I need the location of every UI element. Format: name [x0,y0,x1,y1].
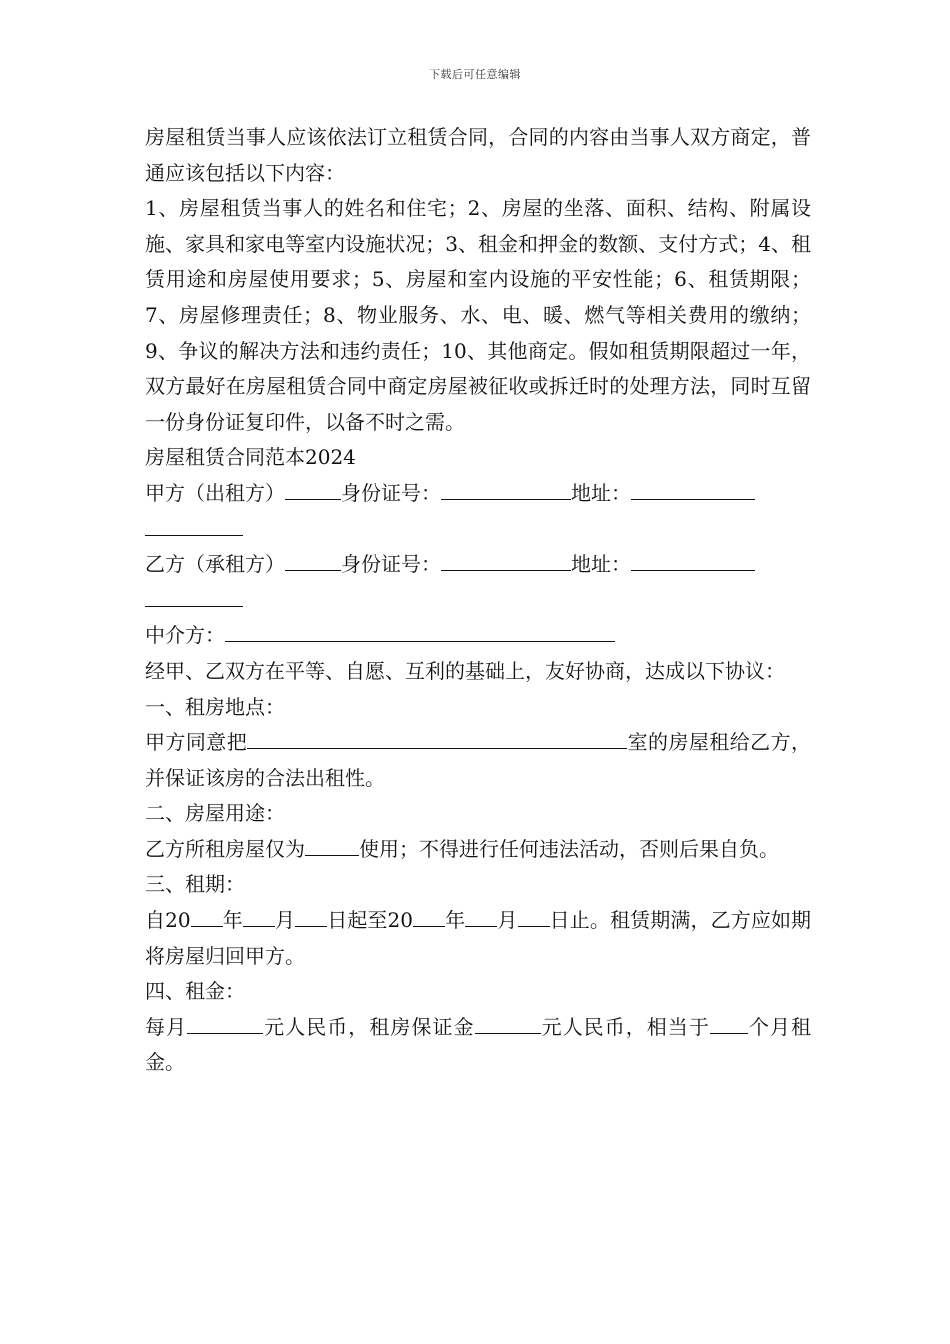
party-a-label: 甲方（出租方） [145,480,285,505]
deposit-blank[interactable] [475,1011,541,1034]
section-4-heading: 四、租金： [145,979,245,1004]
section-4-text-2: 元人民币，租房保证金 [263,1014,475,1039]
party-a-line [145,476,811,547]
contract-title: 房屋租赁合同范本2024 [145,445,356,470]
section-4-text-1: 每月 [145,1014,188,1039]
party-b-addr-blank[interactable] [631,548,755,571]
party-b-id-label: 身份证号： [341,552,441,577]
party-b-label: 乙方（承租方） [145,552,285,577]
agent-label: 中介方： [145,623,225,648]
document-body [145,120,811,1081]
start-year-blank[interactable] [191,904,223,927]
start-day-blank[interactable] [295,904,327,927]
section-2-text-post: 使用；不得进行任何违法活动，否则后果自负。 [359,836,779,861]
party-b-addr-blank-cont[interactable] [145,584,243,607]
section-3-text-2: 年 [222,908,243,933]
section-3-text-4: 日起至20 [327,908,414,933]
section-2-text-pre: 乙方所租房屋仅为 [145,836,305,861]
monthly-rent-blank[interactable] [187,1011,263,1034]
page-header: 下载后可任意编辑 [429,68,521,81]
agent-blank[interactable] [225,619,615,642]
end-year-blank[interactable] [413,904,445,927]
party-a-id-blank[interactable] [441,477,571,500]
party-b-addr-label: 地址： [571,552,631,577]
house-address-blank[interactable] [247,726,627,749]
end-month-blank[interactable] [465,904,497,927]
section-3-text-7: 日止。租赁期满，乙方应如期将房屋归回甲方。 [145,908,812,968]
party-b-id-blank[interactable] [441,548,571,571]
intro-paragraph-2: 1、房屋租赁当事人的姓名和住宅；2、房屋的坐落、面积、结构、附属设施、家具和家电等室内设施状况；3、租金和押金的数额、支付方式；4、租赁用途和房屋使用要求；5、房屋和室内设施的平安性能；6、租赁期限；7、房屋修理责任；8、物业服务、水、电、暖、燃气等相关费用的缴纳；9、争议的解决方法和违约责任；10、其他商定。假如租赁期限超过一年，双方最好在房屋租赁合同中商定房屋被征收或拆迁时的处理方法，同时互留一份身份证复印件，以备不时之需。 [145,196,811,434]
section-1-heading: 一、租房地点： [145,694,285,719]
section-4-text-3: 元人民币，相当于 [540,1014,710,1039]
party-b-line [145,547,811,618]
section-1-text-post: 室的房屋租给乙方，并保证该房的合法出租性。 [145,730,812,790]
start-month-blank[interactable] [243,904,275,927]
section-1-text-pre: 甲方同意把 [145,730,248,755]
section-4-text-4: 个月租金。 [145,1014,812,1075]
section-3-body [145,903,811,974]
purpose-blank[interactable] [305,833,359,856]
deposit-months-blank[interactable] [710,1011,748,1034]
section-3-text-1: 自20 [145,908,191,933]
party-b-name-blank[interactable] [285,548,341,571]
section-4-body [145,1010,811,1081]
section-3-heading: 三、租期： [145,872,245,897]
section-3-text-5: 年 [445,908,466,933]
party-a-addr-blank-cont[interactable] [145,513,243,536]
party-a-name-blank[interactable] [285,477,341,500]
section-2-heading: 二、房屋用途： [145,801,285,826]
end-day-blank[interactable] [518,904,550,927]
party-a-addr-blank[interactable] [631,477,755,500]
section-3-text-6: 月 [497,908,518,933]
intro-paragraph-1: 房屋租赁当事人应该依法订立租赁合同，合同的内容由当事人双方商定，普通应该包括以下内容： [145,125,811,185]
section-3-text-3: 月 [274,908,296,933]
agent-line [145,618,811,654]
section-1-body [145,725,811,796]
preamble: 经甲、乙双方在平等、自愿、互利的基础上，友好协商，达成以下协议： [145,658,785,683]
party-a-addr-label: 地址： [571,480,631,505]
party-a-id-label: 身份证号： [341,480,441,505]
section-2-body [145,832,811,868]
